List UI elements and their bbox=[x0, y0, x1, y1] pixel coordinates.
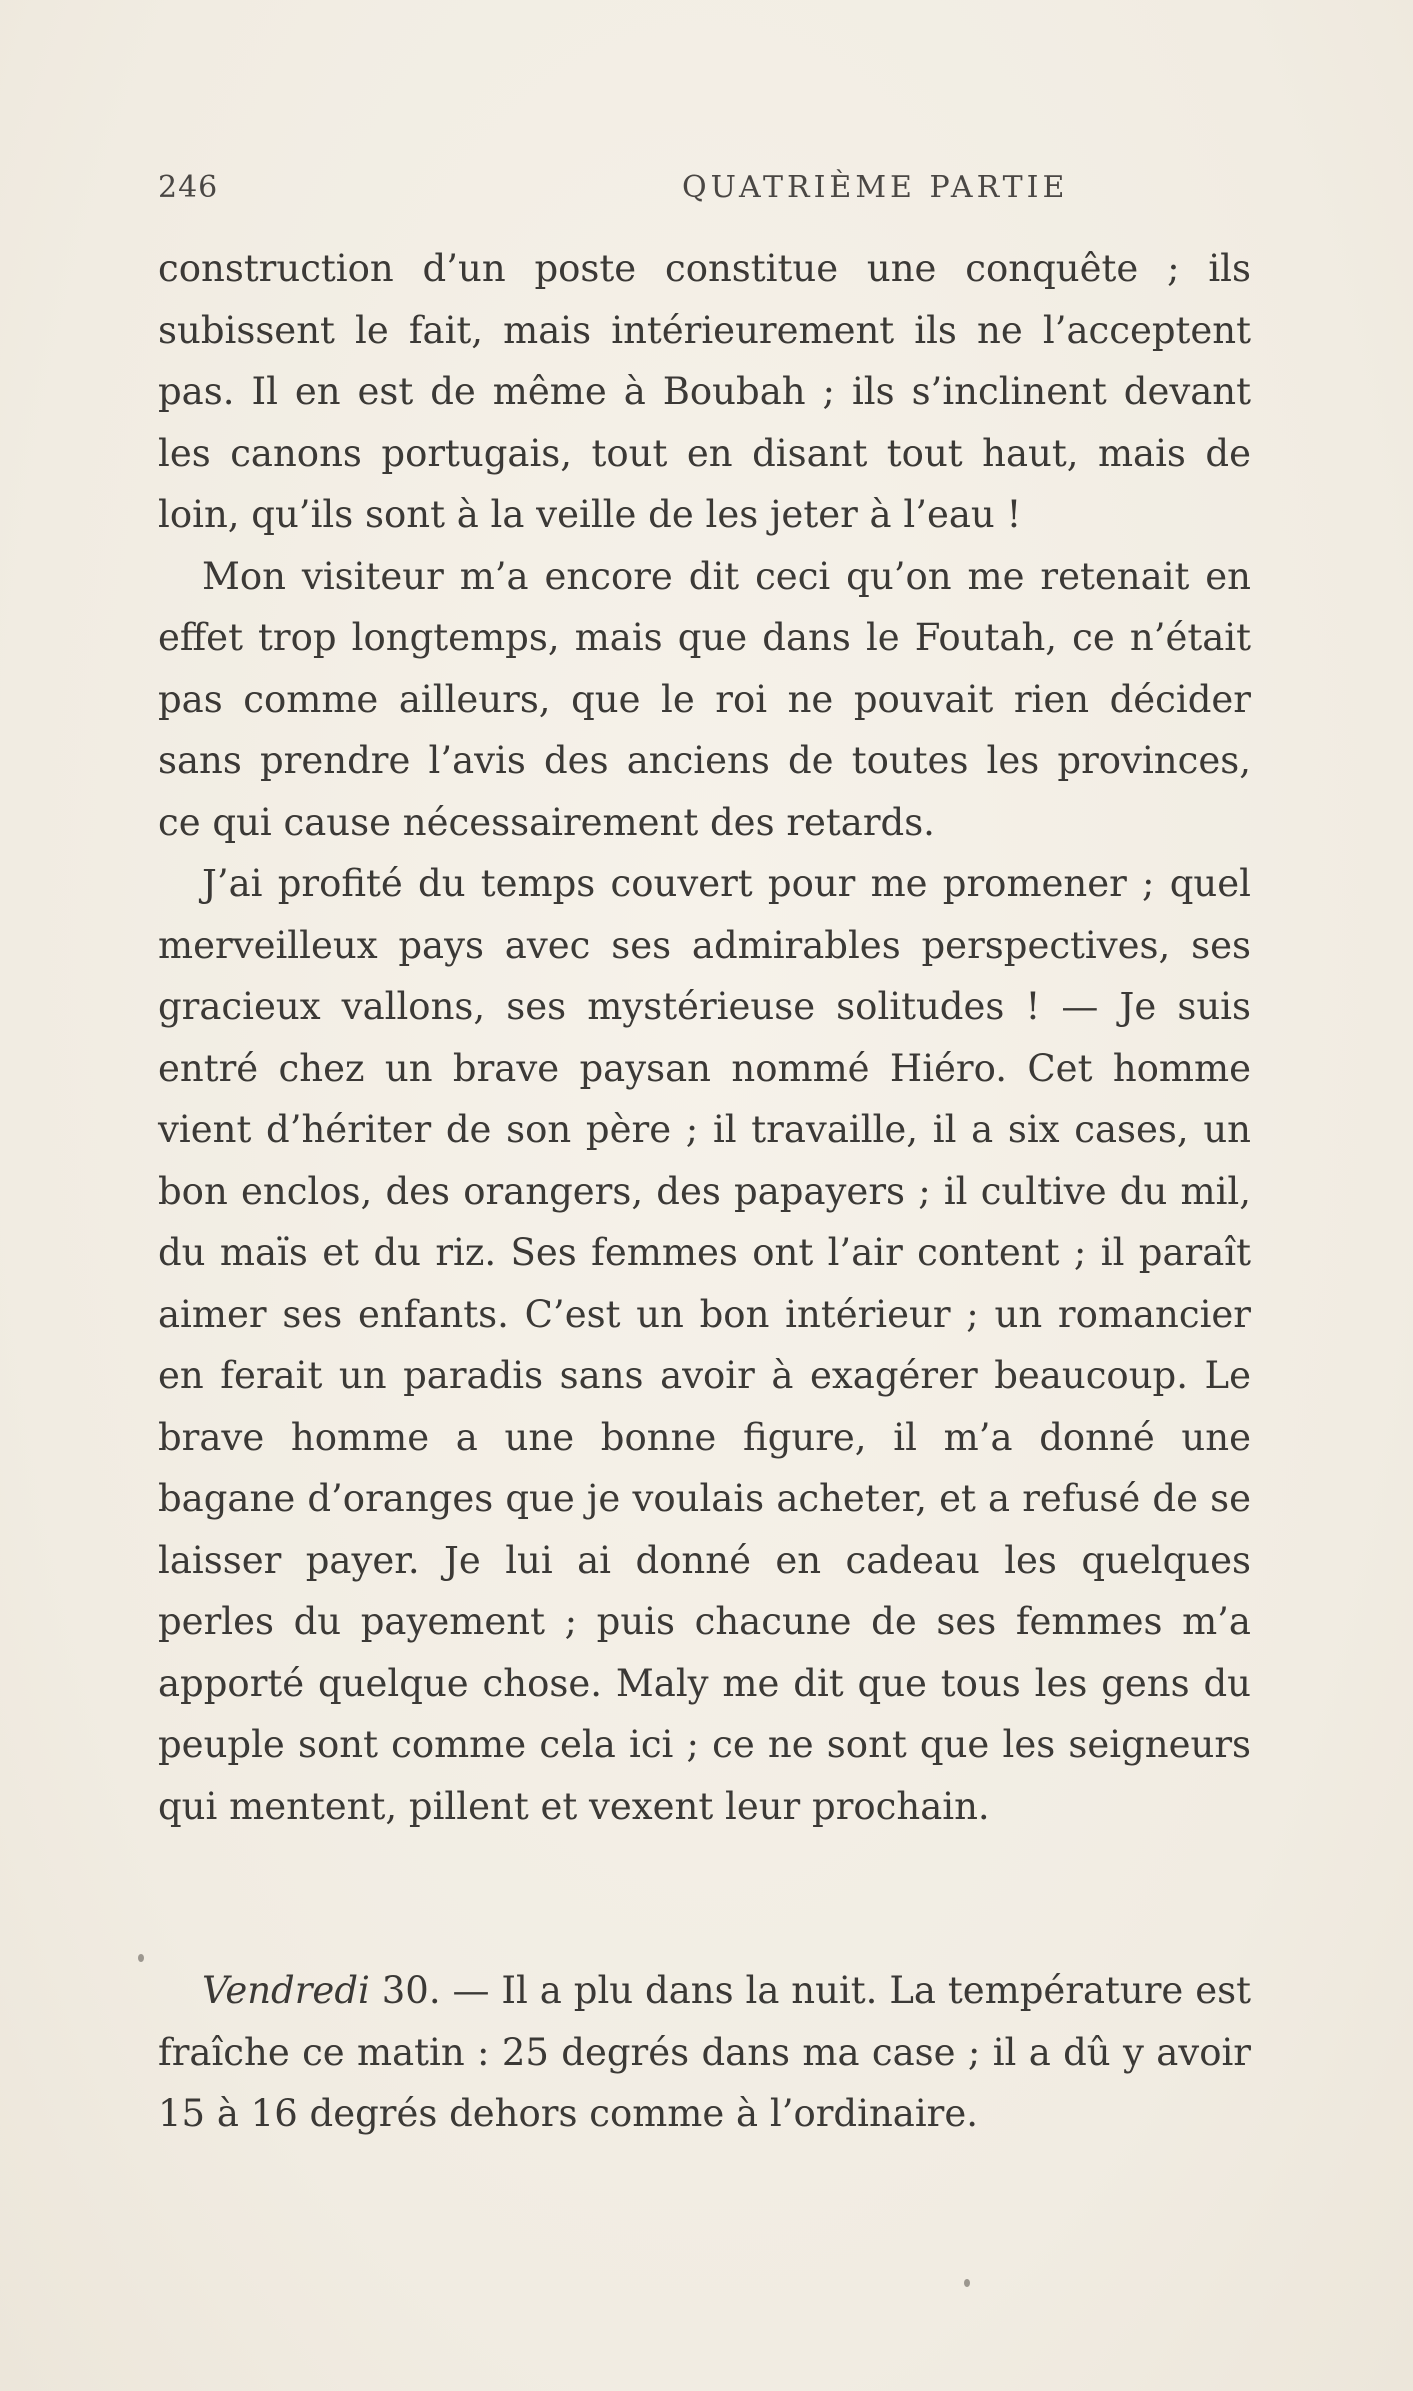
paragraph-walk: J’ai profité du temps couvert pour me promener ; quel merveilleux pays avec ses admirables perspectives, ses gracieux vallons, ses mystérieuse solitudes ! — Je suis entré chez un brave paysan nommé Hiéro. Cet homme vient d’hériter de son père ; il travaille, il a six cases, un bon enclos, des orangers, des papayers ; il cultive du mil, du maïs et du riz. Ses femmes ont l’air content ; il paraît aimer ses enfants. C’est un bon intérieur ; un romancier en ferait un paradis sans avoir à exagérer beaucoup. Le brave homme a une bonne figure, il m’a donné une bagane d’oranges que je voulais acheter, et a refusé de se laisser payer. Je lui ai donné en cadeau les quelques perles du payement ; puis chacune de ses femmes m’a apporté quelque chose. Maly me dit que tous les gens du peuple sont comme cela ici ; ce ne sont que les seigneurs qui mentent, pillent et vexent leur prochain. bbox=[158, 862, 1251, 1828]
ink-speck bbox=[138, 1954, 144, 1962]
diary-entry bbox=[158, 1960, 1251, 2145]
diary-paragraph bbox=[158, 1960, 1251, 2145]
diary-text: 30. — Il a plu dans la nuit. La température est fraîche ce matin : 25 degrés dans ma case ; il a dû y avoir 15 à 16 degrés dehors comme à l’ordinaire. bbox=[158, 1969, 1251, 2135]
page-header bbox=[158, 170, 1258, 214]
ink-speck bbox=[964, 2279, 970, 2287]
paragraph-continued: construction d’un poste constitue une conquête ; ils subissent le fait, mais intérieurement ils ne l’acceptent pas. Il en est de même à Boubah ; ils s’inclinent devant les canons portugais, tout en disant tout haut, mais de loin, qu’ils sont à la veille de les jeter à l’eau ! bbox=[158, 247, 1251, 536]
page-number: 246 bbox=[158, 170, 219, 205]
paragraph-visitor: Mon visiteur m’a encore dit ceci qu’on me retenait en effet trop longtemps, mais que dans le Foutah, ce n’était pas comme ailleurs, que le roi ne pouvait rien décider sans prendre l’avis des anciens de toutes les provinces, ce qui cause nécessairement des retards. bbox=[158, 554, 1251, 844]
body-text bbox=[158, 238, 1251, 1837]
diary-day: Vendredi bbox=[202, 1969, 370, 2012]
running-head: QUATRIÈME PARTIE bbox=[682, 170, 1069, 205]
